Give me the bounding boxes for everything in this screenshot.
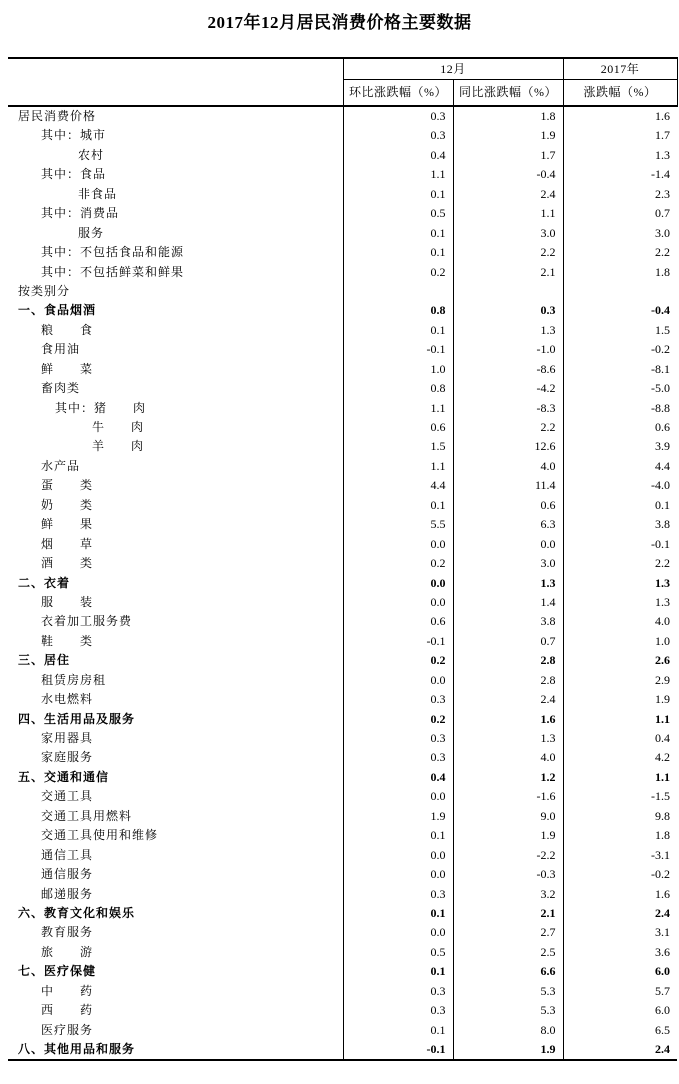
cell-year: 0.6 (563, 418, 677, 437)
row-label: 家用器具 (41, 731, 94, 745)
row-label: 奶 类 (41, 497, 94, 512)
row-label: 通信服务 (41, 867, 94, 882)
cell-year: 1.6 (563, 885, 677, 904)
cell-yoy: 5.3 (453, 1001, 563, 1020)
row-label: 鞋 类 (41, 633, 94, 648)
cell-mom: 0.2 (343, 651, 453, 670)
row-label: 衣着加工服务费 (41, 614, 133, 629)
cell-year: 1.5 (563, 321, 677, 340)
cell-mom: 0.1 (343, 1021, 453, 1040)
cell-mom: 0.3 (343, 729, 453, 748)
cell-mom: 0.0 (343, 787, 453, 806)
row-label: 蛋 类 (41, 478, 94, 493)
cell-mom: -0.1 (343, 632, 453, 651)
row-label: 农村 (78, 147, 105, 162)
cell-yoy: -0.4 (453, 165, 563, 184)
row-label: 五、交通和通信 (18, 769, 110, 784)
header-group-row (8, 58, 677, 80)
cell-mom: 0.1 (343, 321, 453, 340)
row-label: 酒 类 (41, 556, 94, 571)
cell-yoy: 1.4 (453, 593, 563, 612)
cell-year: 0.7 (563, 204, 677, 223)
cell-yoy: 6.3 (453, 515, 563, 534)
row-label: 烟 草 (41, 536, 94, 551)
row-label: 食用油 (41, 342, 81, 357)
row-label: 非食品 (78, 186, 118, 201)
cell-year: 6.5 (563, 1021, 677, 1040)
cell-mom: 0.5 (343, 943, 453, 962)
row-label: 三、居住 (18, 653, 71, 668)
table-row (8, 165, 677, 184)
cell-mom: 0.0 (343, 593, 453, 612)
cell-mom: 0.0 (343, 865, 453, 884)
cell-year: 3.6 (563, 943, 677, 962)
cell-year (563, 282, 677, 301)
cell-year: -0.1 (563, 535, 677, 554)
page-title: 2017年12月居民消费价格主要数据 (207, 13, 472, 32)
cell-yoy: 1.1 (453, 204, 563, 223)
cell-year: 9.8 (563, 807, 677, 826)
cell-year: 1.6 (563, 106, 677, 126)
row-label: 七、医疗保健 (18, 964, 97, 979)
cell-yoy: 6.6 (453, 962, 563, 981)
cell-yoy: 1.9 (453, 126, 563, 145)
cell-yoy: 11.4 (453, 476, 563, 495)
table-row (8, 1040, 677, 1060)
cell-mom: 0.1 (343, 904, 453, 923)
cell-yoy: 0.7 (453, 632, 563, 651)
cell-yoy: 3.2 (453, 885, 563, 904)
table-row (8, 612, 677, 631)
table-row (8, 768, 677, 787)
cell-yoy (453, 282, 563, 301)
cell-yoy: 1.3 (453, 574, 563, 593)
cell-mom: 1.9 (343, 807, 453, 826)
cell-mom: 0.3 (343, 748, 453, 767)
table-row (8, 982, 677, 1001)
table-row (8, 224, 677, 243)
row-label: 交通工具使用和维修 (41, 828, 159, 843)
cell-yoy: 1.3 (453, 321, 563, 340)
cell-mom: 0.2 (343, 710, 453, 729)
header-col-mom: 环比涨跌幅（%） (343, 80, 453, 107)
table-row (8, 593, 677, 612)
cell-mom: 5.5 (343, 515, 453, 534)
row-label: 医疗服务 (41, 1022, 94, 1037)
cell-mom: 0.3 (343, 1001, 453, 1020)
cell-yoy: 1.9 (453, 1040, 563, 1060)
table-row (8, 204, 677, 223)
row-label: 鲜 果 (41, 517, 94, 532)
cell-yoy: 1.7 (453, 146, 563, 165)
row-label: 其中：食品 (41, 167, 107, 182)
row-label: 邮递服务 (41, 886, 94, 901)
cell-year: 2.9 (563, 671, 677, 690)
row-label: 其中：消费品 (41, 206, 120, 221)
cell-mom: 0.3 (343, 885, 453, 904)
cell-mom: 0.4 (343, 768, 453, 787)
cell-mom: 4.4 (343, 476, 453, 495)
cell-year: -8.8 (563, 399, 677, 418)
cell-year: 1.8 (563, 263, 677, 282)
cell-yoy: -8.6 (453, 360, 563, 379)
row-label: 家庭服务 (41, 750, 94, 765)
table-row (8, 106, 677, 126)
cell-year: -5.0 (563, 379, 677, 398)
table-row (8, 379, 677, 398)
table-row (8, 729, 677, 748)
cell-yoy: 0.0 (453, 535, 563, 554)
table-row (8, 632, 677, 651)
cell-yoy: 2.8 (453, 671, 563, 690)
cell-yoy: 1.6 (453, 710, 563, 729)
cell-year: 4.4 (563, 457, 677, 476)
cell-yoy: 3.0 (453, 224, 563, 243)
table-row (8, 340, 677, 359)
cell-mom: 0.0 (343, 846, 453, 865)
cell-yoy: 2.4 (453, 185, 563, 204)
table-row (8, 574, 677, 593)
cell-mom: 1.5 (343, 437, 453, 456)
cell-yoy: 1.8 (453, 106, 563, 126)
cell-yoy: -1.0 (453, 340, 563, 359)
row-label: 粮 食 (41, 322, 94, 337)
row-label: 通信工具 (41, 847, 94, 862)
table-row (8, 748, 677, 767)
cell-mom: 0.1 (343, 496, 453, 515)
cell-yoy: 2.8 (453, 651, 563, 670)
cell-year: 2.4 (563, 904, 677, 923)
table-row (8, 126, 677, 145)
cell-year: 6.0 (563, 962, 677, 981)
table-row (8, 865, 677, 884)
cell-mom: 1.1 (343, 399, 453, 418)
cell-yoy: 9.0 (453, 807, 563, 826)
row-label: 交通工具用燃料 (41, 808, 133, 823)
row-label: 二、衣着 (18, 575, 71, 590)
table-row (8, 787, 677, 806)
table-row (8, 710, 677, 729)
row-label: 居民消费价格 (18, 109, 97, 123)
cell-year: 3.1 (563, 923, 677, 942)
cell-year: 1.3 (563, 593, 677, 612)
cell-mom: 0.1 (343, 243, 453, 262)
cell-year: -0.2 (563, 865, 677, 884)
cell-mom: 0.3 (343, 126, 453, 145)
row-label: 服 装 (41, 594, 94, 609)
cell-mom: 0.1 (343, 962, 453, 981)
cell-year: 1.9 (563, 690, 677, 709)
table-row (8, 496, 677, 515)
cell-yoy: 4.0 (453, 457, 563, 476)
row-label: 畜肉类 (41, 381, 81, 396)
cell-year: 2.3 (563, 185, 677, 204)
cell-yoy: -4.2 (453, 379, 563, 398)
cell-yoy: 3.0 (453, 554, 563, 573)
cell-yoy: 3.8 (453, 612, 563, 631)
cell-mom: 0.5 (343, 204, 453, 223)
cell-mom: 0.2 (343, 554, 453, 573)
cell-year: -3.1 (563, 846, 677, 865)
cell-year: 2.2 (563, 554, 677, 573)
cell-mom: 0.0 (343, 574, 453, 593)
row-label: 鲜 菜 (41, 361, 94, 376)
cell-year: 0.1 (563, 496, 677, 515)
cell-mom: 1.0 (343, 360, 453, 379)
row-label: 六、教育文化和娱乐 (18, 905, 136, 920)
cell-mom: 0.6 (343, 418, 453, 437)
cell-mom: 0.3 (343, 690, 453, 709)
table-row (8, 923, 677, 942)
cell-mom: -0.1 (343, 1040, 453, 1060)
table-row (8, 846, 677, 865)
row-label: 服务 (78, 225, 105, 240)
cell-year: 1.3 (563, 146, 677, 165)
cell-mom: 0.0 (343, 923, 453, 942)
row-label: 教育服务 (41, 925, 94, 940)
table-row (8, 457, 677, 476)
cell-mom: -0.1 (343, 340, 453, 359)
cell-year: 5.7 (563, 982, 677, 1001)
cell-year: 4.2 (563, 748, 677, 767)
row-label: 牛 肉 (92, 420, 145, 434)
row-label: 中 药 (41, 983, 94, 998)
cell-year: 0.4 (563, 729, 677, 748)
cell-mom: 0.2 (343, 263, 453, 282)
row-label: 交通工具 (41, 789, 94, 804)
table-row (8, 185, 677, 204)
cell-mom: 1.1 (343, 457, 453, 476)
table-row (8, 535, 677, 554)
cell-mom: 0.3 (343, 106, 453, 126)
cell-mom: 0.4 (343, 146, 453, 165)
table-row (8, 826, 677, 845)
row-label: 租赁房房租 (41, 672, 107, 687)
cell-mom: 0.8 (343, 379, 453, 398)
table-row (8, 554, 677, 573)
cell-mom: 0.6 (343, 612, 453, 631)
table-row (8, 146, 677, 165)
cell-yoy: 2.4 (453, 690, 563, 709)
cell-year: -8.1 (563, 360, 677, 379)
cell-year: -0.2 (563, 340, 677, 359)
cell-mom: 0.8 (343, 301, 453, 320)
table-row (8, 962, 677, 981)
table-row (8, 904, 677, 923)
cell-yoy: 1.3 (453, 729, 563, 748)
table-row (8, 671, 677, 690)
cell-year: 3.9 (563, 437, 677, 456)
cell-yoy: 8.0 (453, 1021, 563, 1040)
cpi-table (8, 57, 678, 1061)
cell-year: -0.4 (563, 301, 677, 320)
row-label: 水电燃料 (41, 692, 94, 707)
row-label: 八、其他用品和服务 (18, 1042, 136, 1056)
row-label: 四、生活用品及服务 (18, 711, 136, 726)
table-body (8, 106, 677, 1060)
cell-yoy: 2.1 (453, 263, 563, 282)
table-row (8, 1001, 677, 1020)
table-row (8, 515, 677, 534)
cell-year: -1.5 (563, 787, 677, 806)
cell-yoy: 0.6 (453, 496, 563, 515)
table-row (8, 418, 677, 437)
table-row (8, 1021, 677, 1040)
header-col-year: 涨跌幅（%） (563, 80, 677, 107)
row-label: 其中：不包括鲜菜和鲜果 (41, 264, 185, 279)
cell-year: 3.8 (563, 515, 677, 534)
row-label: 西 药 (41, 1003, 94, 1018)
cell-mom: 0.0 (343, 671, 453, 690)
header-blank-cell (8, 58, 343, 106)
cell-yoy: 2.1 (453, 904, 563, 923)
cell-year: -4.0 (563, 476, 677, 495)
cell-yoy: 5.3 (453, 982, 563, 1001)
cell-year: -1.4 (563, 165, 677, 184)
cell-year: 1.1 (563, 768, 677, 787)
header-year-group: 2017年 (563, 58, 677, 80)
table-row (8, 476, 677, 495)
cell-yoy: -1.6 (453, 787, 563, 806)
cell-yoy: 12.6 (453, 437, 563, 456)
cell-year: 4.0 (563, 612, 677, 631)
cell-year: 6.0 (563, 1001, 677, 1020)
row-label: 其中：猪 肉 (55, 400, 147, 415)
cell-year: 1.1 (563, 710, 677, 729)
cell-yoy: -2.2 (453, 846, 563, 865)
cell-year: 1.8 (563, 826, 677, 845)
cell-mom: 0.1 (343, 826, 453, 845)
cell-mom: 0.1 (343, 185, 453, 204)
row-label: 一、食品烟酒 (18, 303, 97, 318)
row-label: 羊 肉 (92, 439, 145, 454)
cell-year: 1.0 (563, 632, 677, 651)
table-row (8, 943, 677, 962)
row-label: 旅 游 (41, 944, 94, 959)
table-row (8, 263, 677, 282)
cell-yoy: 2.2 (453, 243, 563, 262)
table-row (8, 243, 677, 262)
cell-yoy: 1.9 (453, 826, 563, 845)
cell-mom: 0.3 (343, 982, 453, 1001)
row-label: 水产品 (41, 458, 81, 473)
cell-year: 2.2 (563, 243, 677, 262)
cell-yoy: 1.2 (453, 768, 563, 787)
table-row (8, 437, 677, 456)
cell-yoy: 2.5 (453, 943, 563, 962)
cell-yoy: 2.7 (453, 923, 563, 942)
header-month-group: 12月 (343, 58, 563, 80)
cell-yoy: -0.3 (453, 865, 563, 884)
table-row (8, 690, 677, 709)
cell-mom (343, 282, 453, 301)
cell-yoy: -8.3 (453, 399, 563, 418)
cell-mom: 1.1 (343, 165, 453, 184)
cell-year: 2.6 (563, 651, 677, 670)
cell-yoy: 0.3 (453, 301, 563, 320)
cell-mom: 0.1 (343, 224, 453, 243)
cell-mom: 0.0 (343, 535, 453, 554)
cell-year: 1.7 (563, 126, 677, 145)
row-label: 其中：不包括食品和能源 (41, 245, 185, 260)
cell-yoy: 4.0 (453, 748, 563, 767)
cell-year: 2.4 (563, 1040, 677, 1060)
cell-year: 1.3 (563, 574, 677, 593)
table-row (8, 885, 677, 904)
table-row (8, 807, 677, 826)
table-row (8, 360, 677, 379)
table-row (8, 282, 677, 301)
header-col-yoy: 同比涨跌幅（%） (453, 80, 563, 107)
table-row (8, 321, 677, 340)
table-row (8, 399, 677, 418)
cell-year: 3.0 (563, 224, 677, 243)
table-header (8, 58, 677, 106)
table-row (8, 651, 677, 670)
table-row (8, 301, 677, 320)
row-label: 按类别分 (18, 283, 71, 298)
row-label: 其中：城市 (41, 128, 107, 143)
cell-yoy: 2.2 (453, 418, 563, 437)
